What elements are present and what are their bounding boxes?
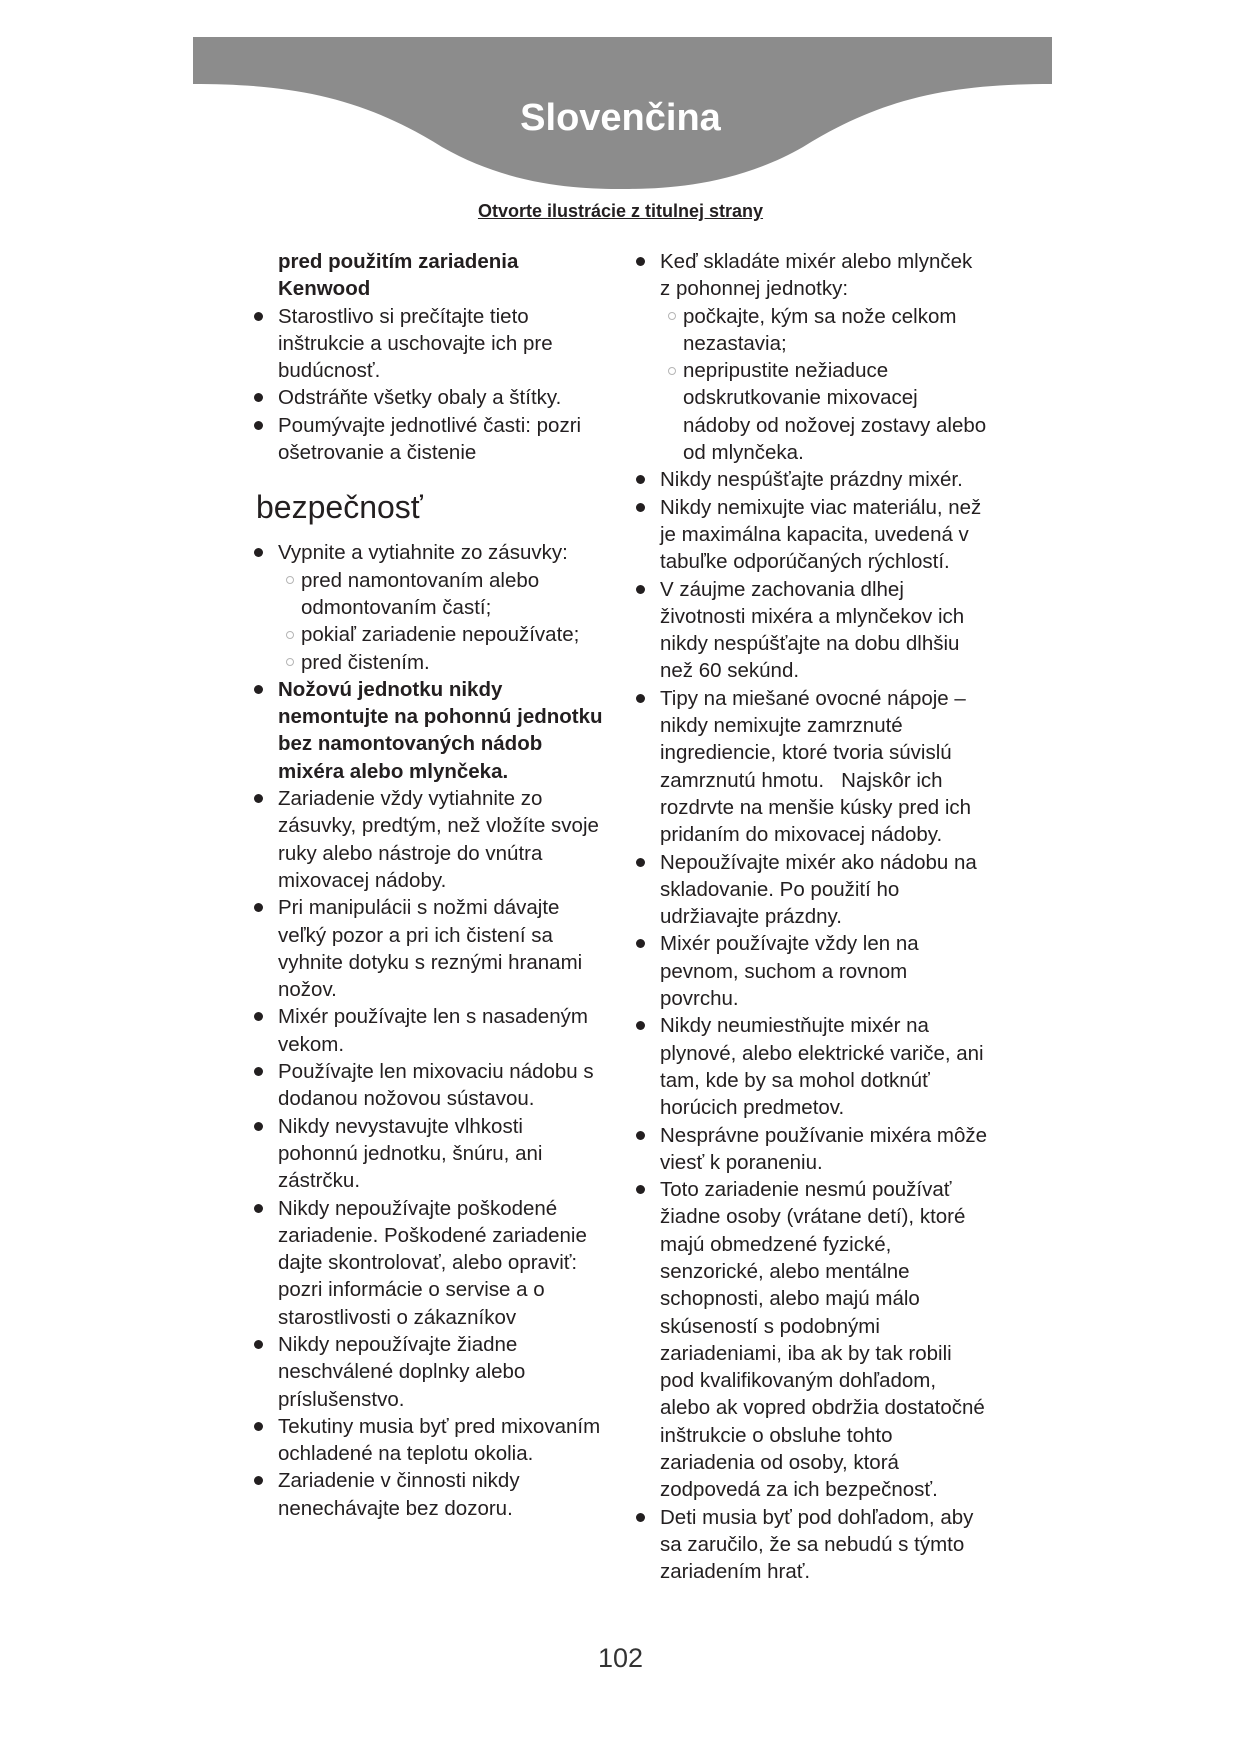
list-item-text: Nesprávne používanie mixéra môže viesť k poraneniu. (660, 1123, 988, 1174)
circle-bullet-icon (668, 367, 676, 375)
bullet-icon (254, 1340, 263, 1349)
bullet-icon (254, 1204, 263, 1213)
list-item-text: Tipy na miešané ovocné nápoje – nikdy nemixujte zamrznuté ingrediencie, ktoré tvoria súvislú zamrznutú hmotu. Najskôr ich rozdrvte na menšie kúsky pred ich pridaním do mixovacej nádoby. (660, 686, 972, 847)
list-item-text: Nikdy nemixujte viac materiálu, než je maximálna kapacita, uvedená v tabuľke odporúčaných rýchlostí. (660, 495, 982, 574)
list-item (278, 894, 603, 1003)
sub-list-item-text: počkajte, kým sa nože celkom nezastavia; (683, 304, 957, 355)
list-item (278, 1058, 603, 1113)
circle-bullet-icon (286, 631, 294, 639)
sub-list-item (278, 567, 603, 622)
bullet-icon (254, 903, 263, 912)
circle-bullet-icon (286, 658, 294, 666)
list-item-text: Keď skladáte mixér alebo mlynček z pohonnej jednotky: (660, 250, 973, 301)
bullet-icon (254, 1012, 263, 1021)
list-item-text: Toto zariadenie nesmú používať žiadne osoby (vrátane detí), ktoré majú obmedzené fyzické, senzorické, alebo mentálne schopnosti, alebo majú málo skúseností s podobnými zariadeniami, iba ak by tak robili pod kvalifikovaným dohľadom, alebo ak vopred obdržia dostatočné inštrukcie o obsluhe tohto zariadenia od osoby, ktorá zodpovedá za ich bezpečnosť. (660, 1178, 985, 1502)
bullet-icon (254, 1067, 263, 1076)
page-subtitle: Otvorte ilustrácie z titulnej strany (477, 201, 764, 221)
list-item (278, 676, 603, 785)
sub-list-item-text: pokiaľ zariadenie nepoužívate; (301, 623, 580, 647)
list-item-text: Poumývajte jednotlivé časti: pozri ošetrovanie a čistenie (278, 413, 582, 465)
list-item (278, 1413, 603, 1468)
list-item (278, 384, 603, 411)
intro-list (278, 303, 603, 467)
list-item-text: Nožovú jednotku nikdy nemontujte na pohonnú jednotku bez namontovaných nádob mixéra alebo mlynčeka. (278, 677, 603, 783)
list-item (278, 785, 603, 894)
list-item-text: Nikdy neumiestňujte mixér na plynové, alebo elektrické variče, ani tam, kde by sa mohol dotknúť horúcich predmetov. (660, 1014, 984, 1120)
left-column (256, 248, 603, 1522)
list-item-text: Tekutiny musia byť pred mixovaním ochladené na teplotu okolia. (278, 1414, 601, 1466)
list-item (660, 466, 987, 493)
circle-bullet-icon (668, 312, 676, 320)
list-item (278, 1003, 603, 1058)
list-item (278, 1195, 603, 1331)
list-item (660, 248, 987, 466)
bullet-icon (636, 585, 645, 594)
list-item (660, 1176, 987, 1504)
list-item (660, 1012, 987, 1121)
list-item (278, 1467, 603, 1522)
bullet-icon (254, 1122, 263, 1131)
list-item-text: Mixér používajte vždy len na pevnom, suchom a rovnom povrchu. (660, 932, 919, 1011)
bullet-icon (254, 1422, 263, 1431)
bullet-icon (636, 1021, 645, 1030)
list-item-text: Nikdy nevystavujte vlhkosti pohonnú jednotku, šnúru, ani zástrčku. (278, 1114, 543, 1193)
sub-list-item-text: nepripustite nežiaduce odskrutkovanie mixovacej nádoby od nožovej zostavy alebo od mlynčeka. (683, 359, 987, 465)
bullet-icon (636, 503, 645, 512)
list-item-text: Nikdy nespúšťajte prázdny mixér. (660, 468, 963, 492)
list-item (660, 930, 987, 1012)
bullet-icon (636, 257, 645, 266)
list-item (660, 1504, 987, 1586)
list-item (278, 539, 603, 675)
list-item (278, 412, 603, 467)
list-item-text: Nepoužívajte mixér ako nádobu na skladovanie. Po použití ho udržiavajte prázdny. (660, 850, 977, 929)
list-item-text: Nikdy nepoužívajte poškodené zariadenie. Poškodené zariadenie dajte skontrolovať, alebo opraviť: pozri informácie o servise a o starostlivosti o zákazníkov (278, 1196, 587, 1329)
circle-bullet-icon (286, 576, 294, 584)
right-column (660, 248, 987, 1586)
list-item (660, 849, 987, 931)
bullet-icon (254, 421, 263, 430)
list-item (278, 303, 603, 385)
page-number: 102 (597, 1643, 644, 1673)
list-item-text: V záujme zachovania dlhej životnosti mixéra a mlynčekov ich nikdy nespúšťajte na dobu dlhšiu než 60 sekúnd. (660, 577, 965, 683)
bullet-icon (254, 685, 263, 694)
list-item (660, 685, 987, 849)
bullet-icon (254, 312, 263, 321)
list-item-text: Zariadenie vždy vytiahnite zo zásuvky, predtým, než vložíte svoje ruky alebo nástroje do vnútra mixovacej nádoby. (278, 787, 599, 892)
list-item-text: Deti musia byť pod dohľadom, aby sa zaručilo, že sa nebudú s týmto zariadením hrať. (660, 1505, 974, 1584)
list-item-text: Odstráňte všetky obaly a štítky. (278, 386, 562, 410)
page-title: Slovenčina (520, 97, 721, 139)
sub-list-item-text: pred čistením. (301, 650, 430, 674)
list-item-text: Nikdy nepoužívajte žiadne neschválené doplnky alebo príslušenstvo. (278, 1332, 526, 1411)
list-item-text: Používajte len mixovaciu nádobu s dodanou nožovou sústavou. (278, 1060, 594, 1111)
safety-heading: bezpečnosť (256, 489, 423, 526)
list-item (660, 576, 987, 685)
bullet-icon (636, 475, 645, 484)
bullet-icon (254, 1476, 263, 1485)
bullet-icon (636, 1185, 645, 1194)
sub-list-item (278, 649, 603, 676)
right-list (660, 248, 987, 1586)
bullet-icon (254, 393, 263, 402)
sub-list-item-text: pred namontovaním alebo odmontovaním častí; (301, 568, 540, 619)
list-item-text: Starostlivo si prečítajte tieto inštrukcie a uschovajte ich pre budúcnosť. (278, 304, 553, 383)
safety-list (278, 539, 603, 1522)
bullet-icon (254, 548, 263, 557)
list-item (660, 494, 987, 576)
list-item-text: Mixér používajte len s nasadeným vekom. (278, 1005, 588, 1056)
sub-list-item (278, 621, 603, 648)
bullet-icon (636, 858, 645, 867)
bullet-icon (636, 1131, 645, 1140)
list-item-text: Pri manipulácii s nožmi dávajte veľký pozor a pri ich čistení sa vyhnite dotyku s reznými hranami nožov. (278, 896, 583, 1002)
list-item-text: Zariadenie v činnosti nikdy nenechávajte bez dozoru. (278, 1469, 520, 1520)
bullet-icon (636, 694, 645, 703)
list-item (278, 1113, 603, 1195)
bullet-icon (636, 1513, 645, 1522)
sub-list-item (660, 303, 987, 358)
sub-list-item (660, 357, 987, 466)
list-item (278, 1331, 603, 1413)
list-item (660, 1122, 987, 1177)
list-item-text: Vypnite a vytiahnite zo zásuvky: (278, 541, 568, 565)
intro-heading: pred použitím zariadenia Kenwood (278, 250, 519, 301)
bullet-icon (636, 939, 645, 948)
bullet-icon (254, 794, 263, 803)
